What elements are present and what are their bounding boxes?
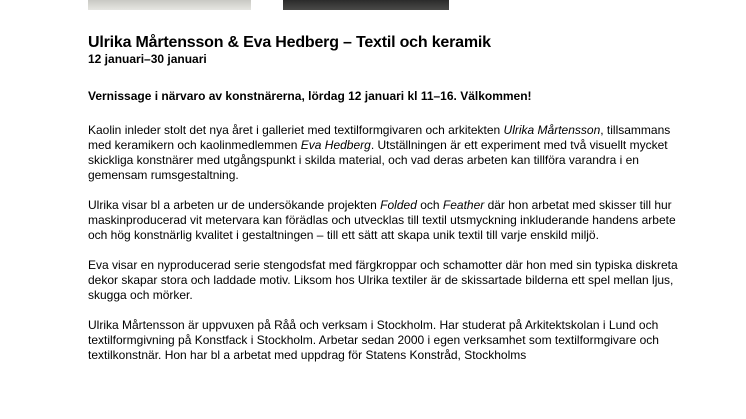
ceramic-photo xyxy=(283,0,449,10)
press-release xyxy=(88,33,678,378)
ulrika-bio-paragraph: Ulrika Mårtensson är uppvuxen på Råå och verksam i Stockholm. Har studerat på Arkitektskolan i Lund och textilformgivning på Konstfack i Stockholm. Arbetar sedan 2000 i egen verksamhet som textilformgivare och textilkonstnär. Hon har bl a arbetat med uppdrag för Statens Konstråd, Stockholms xyxy=(88,318,659,362)
ulrika-paragraph xyxy=(88,198,678,243)
project-name: Feather xyxy=(442,198,485,212)
text-run: . Utställningen är ett experiment med två visuellt mycket skickliga konstnärer med utgångspunkt i skilda material, och vad deras arbeten kan tillföra varandra i en gemensam rumsgestaltning. xyxy=(88,138,668,182)
photo-strip xyxy=(0,0,746,12)
text-run: Ulrika visar bl a arbeten ur de undersökande projekten xyxy=(88,198,381,212)
artist-name: Eva Hedberg xyxy=(300,138,371,152)
artist-name: Ulrika Mårtensson xyxy=(503,123,601,137)
exhibition-dates: 12 januari–30 januari xyxy=(88,52,207,66)
text-run: Kaolin inleder stolt det nya året i galleriet med textilformgivaren och arkitekten xyxy=(88,123,504,137)
text-run: och xyxy=(416,198,443,212)
text-run: , tillsammans med keramikern och kaolinmedlemmen xyxy=(88,123,671,152)
eva-paragraph: Eva visar en nyproducerad serie stengodsfat med färgkroppar och schamotter där hon med sin typiska diskreta dekor skapar stora och laddade motiv. Liksom hos Ulrika textiler är de skissartade bilderna ett spel mellan ljus, skugga och mörker. xyxy=(88,258,678,302)
textile-photo xyxy=(88,0,251,10)
vernissage-note: Vernissage i närvaro av konstnärerna, lördag 12 januari kl 11–16. Välkommen! xyxy=(88,89,532,103)
page-title: Ulrika Mårtensson & Eva Hedberg – Textil och keramik xyxy=(88,34,491,51)
project-name: Folded xyxy=(380,198,417,212)
text-run: där hon arbetat med skisser till hur maskinproducerad vit metervara kan förädlas och utvecklas till textil utsmyckning inkluderande handens arbete och hög konstnärlig kvalitet i gestaltningen – till ett sätt att skapa unik textil till varje enskild miljö. xyxy=(88,198,676,242)
intro-paragraph xyxy=(88,123,678,183)
